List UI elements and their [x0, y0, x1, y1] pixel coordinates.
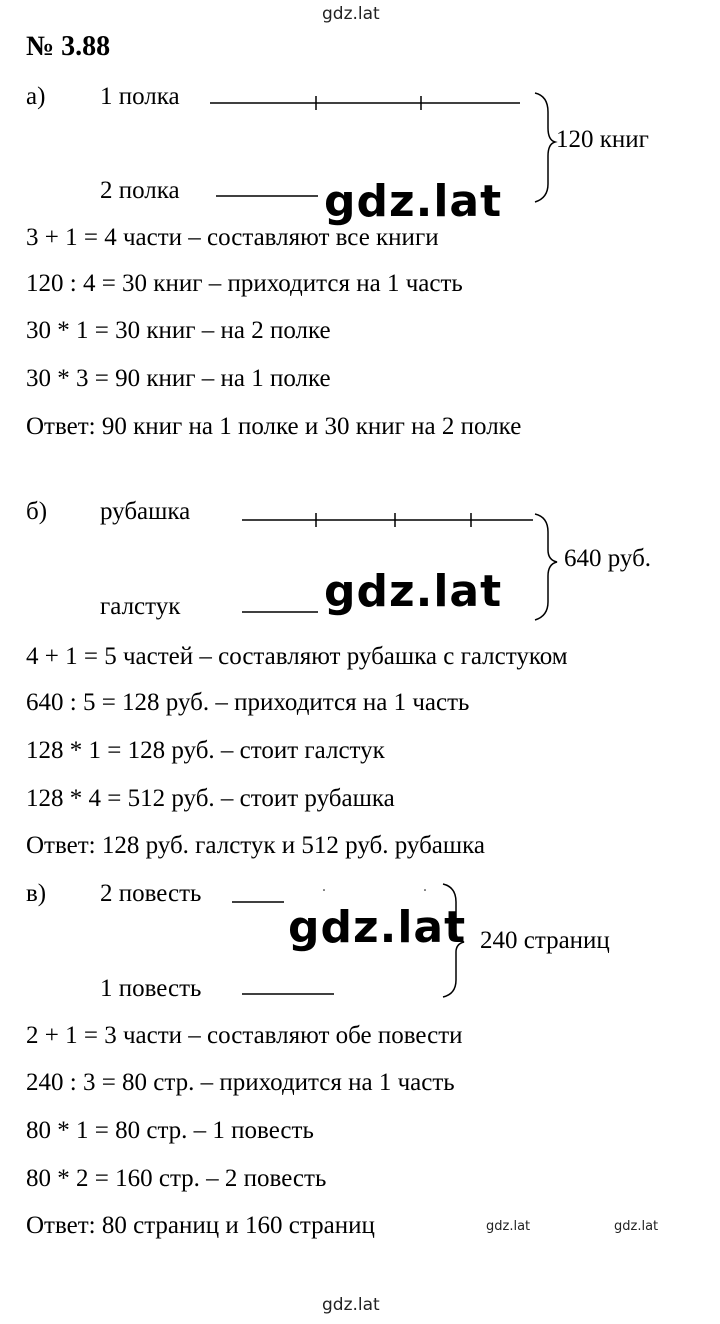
part-c-answer: Ответ: 80 страниц и 160 страниц: [26, 1212, 375, 1239]
dot-c-1: [323, 889, 325, 891]
problem-number: № 3.88: [26, 31, 111, 62]
watermark-small-2: gdz.lat: [614, 1219, 659, 1234]
watermark-top: gdz.lat: [322, 4, 380, 24]
part-b-line-2: 640 : 5 = 128 руб. – приходится на 1 часть: [26, 689, 470, 716]
watermark-c: gdz.lat: [288, 902, 467, 953]
part-a-line-1: 3 + 1 = 4 части – составляют все книги: [26, 224, 439, 251]
watermark-b: gdz.lat: [324, 566, 503, 617]
part-b-line-4: 128 * 4 = 512 руб. – стоит рубашка: [26, 785, 395, 812]
part-b-row1-label: рубашка: [100, 498, 191, 525]
part-b-line-3: 128 * 1 = 128 руб. – стоит галстук: [26, 737, 385, 764]
part-a-total: 120 книг: [556, 126, 649, 153]
part-b-label: б): [26, 498, 48, 525]
watermark-bottom: gdz.lat: [322, 1295, 380, 1315]
part-c-line-4: 80 * 2 = 160 стр. – 2 повесть: [26, 1165, 327, 1192]
brace-b: [535, 514, 557, 620]
part-c-row1-label: 2 повесть: [100, 880, 202, 907]
dot-c-2: [424, 889, 426, 891]
part-a-label: а): [26, 83, 46, 110]
part-a-line-3: 30 * 1 = 30 книг – на 2 полке: [26, 317, 331, 344]
part-c-label: в): [26, 880, 47, 907]
part-b-total: 640 руб.: [564, 545, 652, 572]
watermark-a: gdz.lat: [324, 176, 503, 227]
part-c-line-3: 80 * 1 = 80 стр. – 1 повесть: [26, 1117, 314, 1144]
part-a-line-4: 30 * 3 = 90 книг – на 1 полке: [26, 365, 331, 392]
part-c-line-2: 240 : 3 = 80 стр. – приходится на 1 часть: [26, 1069, 455, 1096]
part-b-row2-label: галстук: [100, 593, 181, 620]
part-a-row2-label: 2 полка: [100, 177, 180, 204]
part-c-total: 240 страниц: [480, 927, 610, 954]
part-a-line-2: 120 : 4 = 30 книг – приходится на 1 часть: [26, 270, 463, 297]
watermark-small-1: gdz.lat: [486, 1219, 531, 1234]
part-b-answer: Ответ: 128 руб. галстук и 512 руб. рубашка: [26, 832, 486, 859]
brace-a: [535, 93, 555, 202]
part-c-line-1: 2 + 1 = 3 части – составляют обе повести: [26, 1022, 463, 1049]
part-a-row1-label: 1 полка: [100, 83, 180, 110]
part-a-answer: Ответ: 90 книг на 1 полке и 30 книг на 2 полке: [26, 413, 522, 440]
part-b-line-1: 4 + 1 = 5 частей – составляют рубашка с галстуком: [26, 643, 568, 670]
part-c-row2-label: 1 повесть: [100, 975, 202, 1002]
